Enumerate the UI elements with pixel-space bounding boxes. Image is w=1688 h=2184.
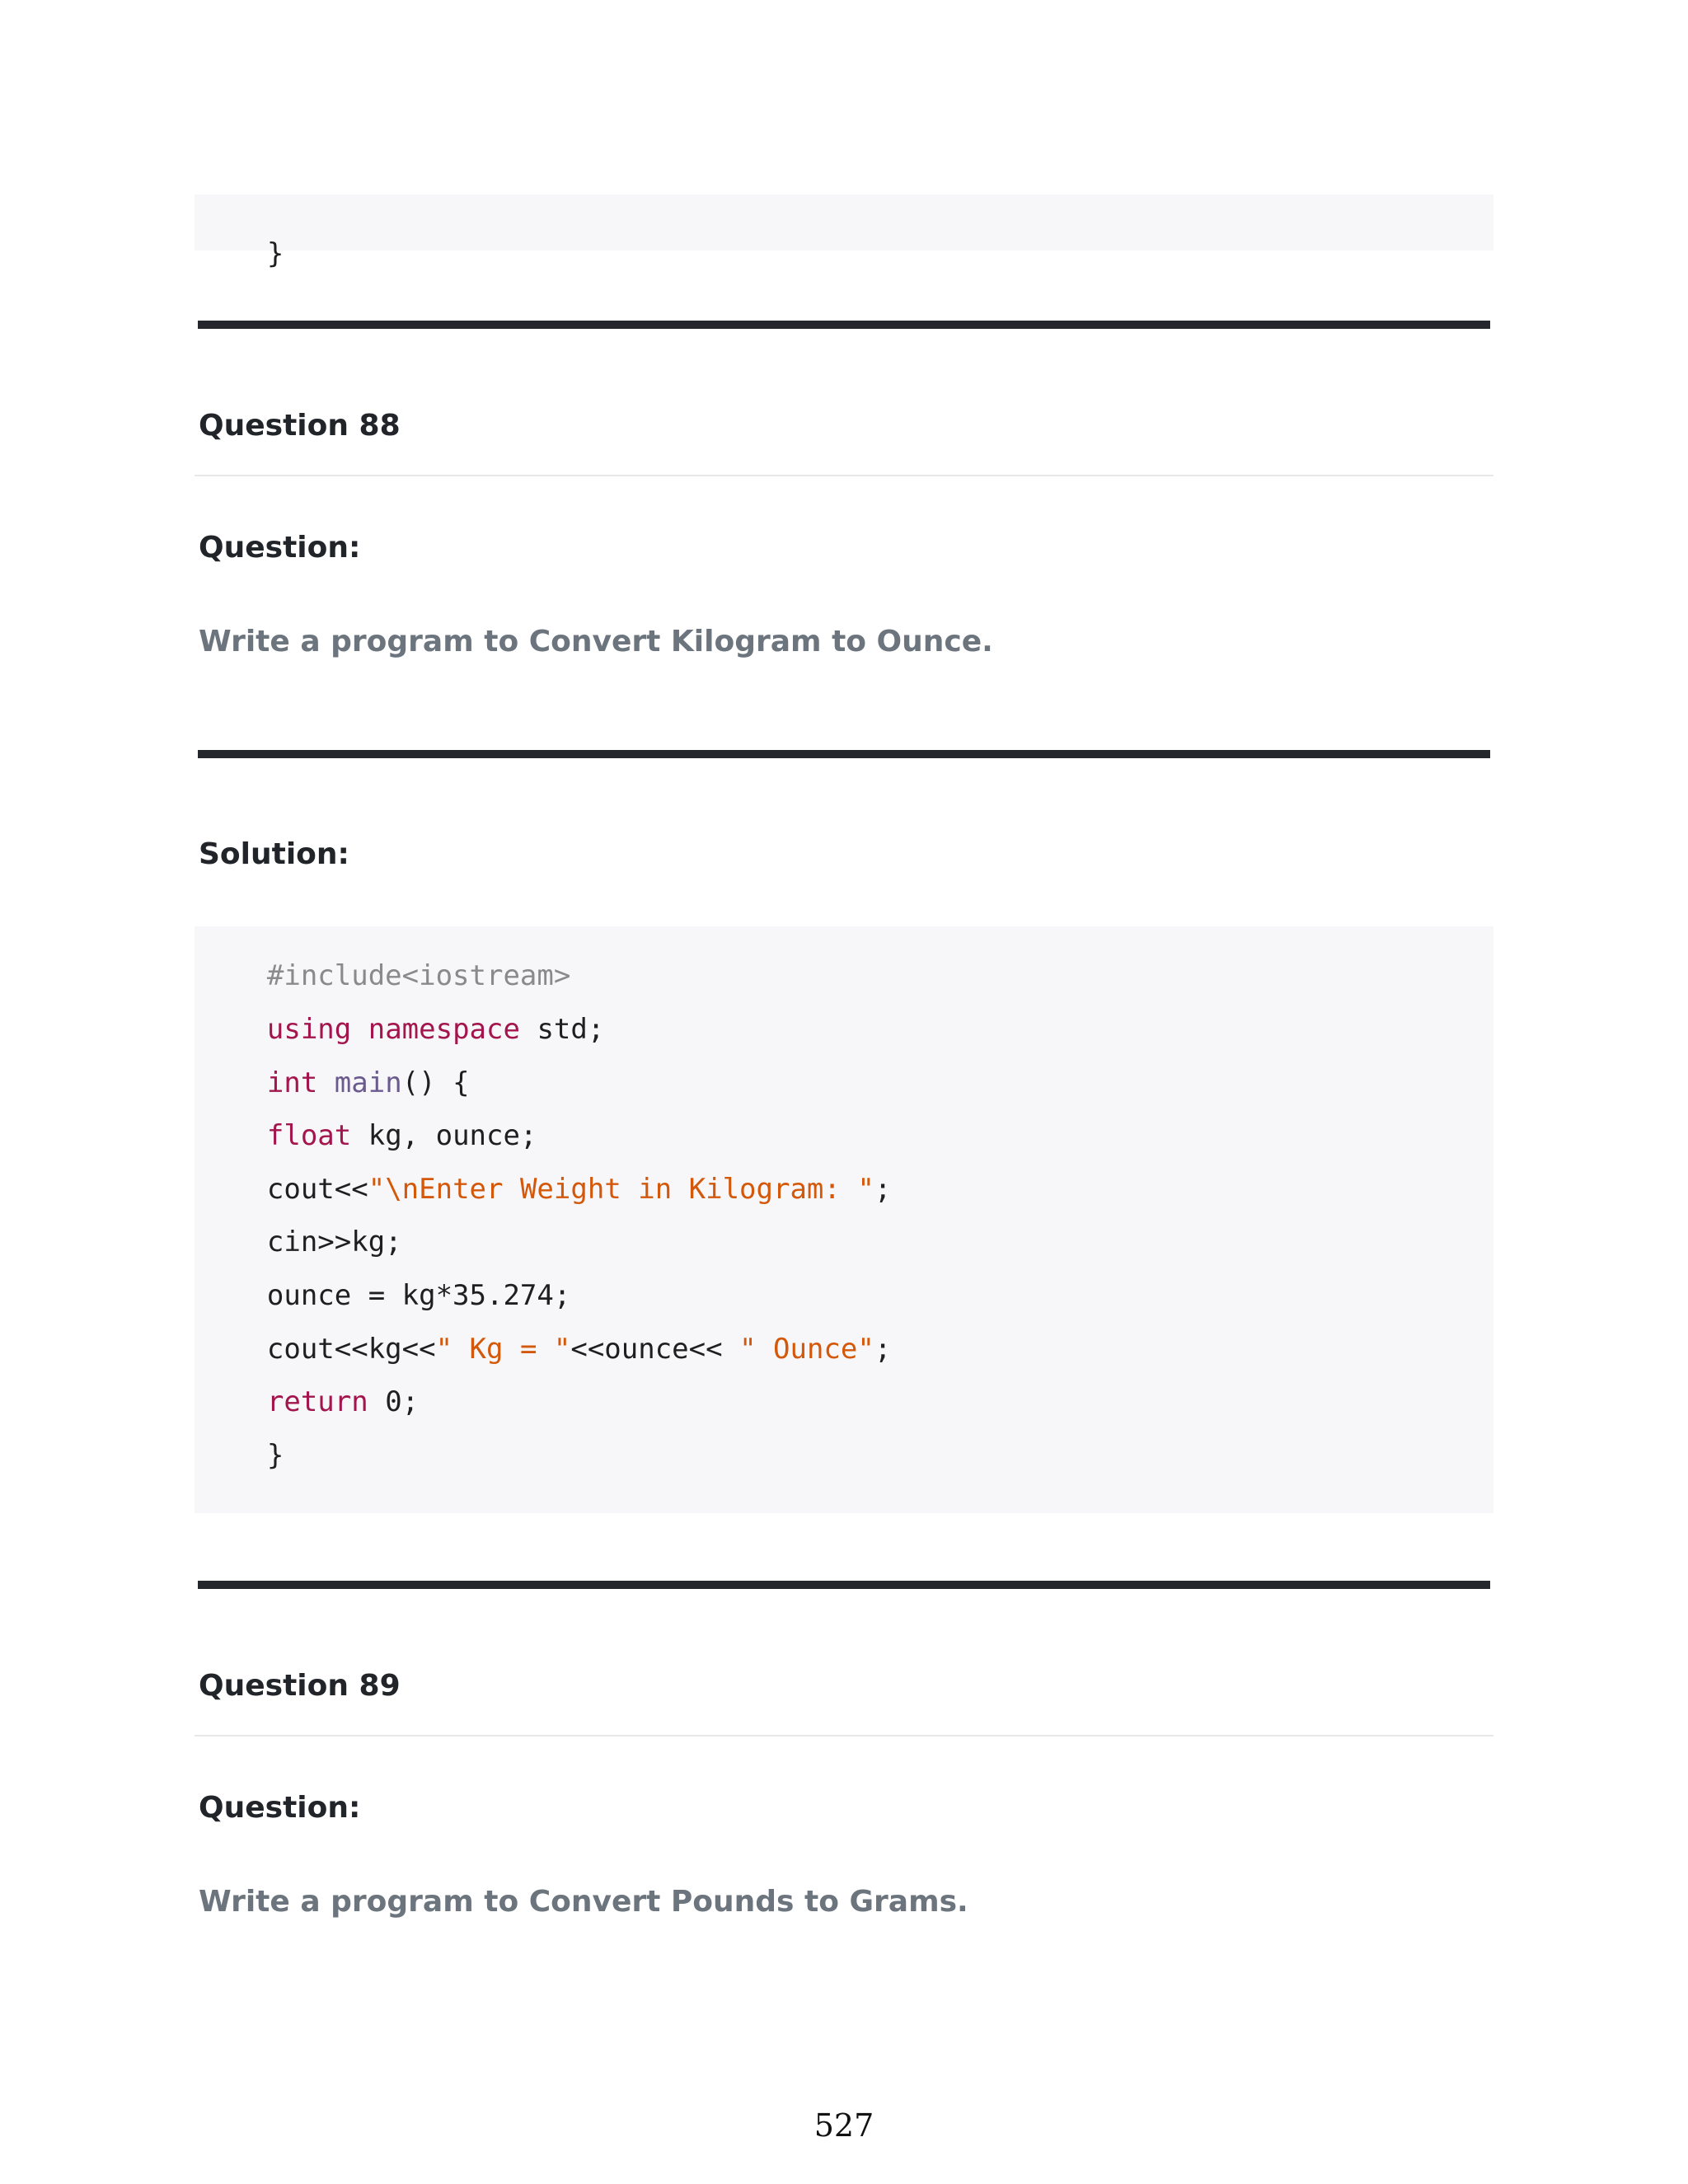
- code-token: }: [266, 237, 284, 270]
- string-token: "\nEnter Weight in Kilogram: ": [368, 1173, 874, 1206]
- question-88-heading: Question 88: [199, 409, 401, 443]
- code-token: <<ounce<<: [570, 1333, 740, 1366]
- question-label: Question:: [199, 1791, 361, 1825]
- question-text: Write a program to Convert Pounds to Grams.: [199, 1885, 968, 1919]
- preprocessor-token: #include<iostream>: [266, 959, 571, 992]
- code-line-closing-brace: [199, 204, 284, 303]
- question-89-heading: Question 89: [199, 1669, 401, 1703]
- section-divider: [198, 750, 1490, 758]
- page-number: 527: [814, 2107, 874, 2144]
- code-token: ounce = kg*35.274;: [266, 1279, 571, 1312]
- code-token: cout<<: [266, 1173, 368, 1206]
- solution-label: Solution:: [199, 837, 349, 871]
- string-token: " Kg = ": [435, 1333, 571, 1366]
- code-token: std;: [519, 1013, 605, 1046]
- keyword-token: return: [266, 1385, 368, 1418]
- code-token: cin>>kg;: [266, 1226, 402, 1258]
- solution-code-block: [195, 926, 1493, 1513]
- keyword-token: float: [266, 1119, 352, 1152]
- code-token: ;: [874, 1173, 892, 1206]
- keyword-token: using: [266, 1013, 352, 1046]
- code-token: () {: [401, 1066, 470, 1099]
- section-divider: [198, 321, 1490, 329]
- code-token: kg, ounce;: [351, 1119, 537, 1152]
- section-divider: [198, 1581, 1490, 1589]
- code-token: ;: [874, 1333, 892, 1366]
- question-label: Question:: [199, 531, 361, 565]
- code-token: 0;: [368, 1385, 420, 1418]
- heading-underline: [195, 1735, 1493, 1736]
- string-token: " Ounce": [739, 1333, 874, 1366]
- keyword-token: int: [266, 1066, 318, 1099]
- code-token: cout<<kg<<: [266, 1333, 436, 1366]
- code-line-closing-brace: [199, 1406, 284, 1505]
- keyword-token: namespace: [368, 1013, 520, 1046]
- question-text: Write a program to Convert Kilogram to Ounce.: [199, 625, 993, 658]
- code-token: }: [266, 1439, 284, 1472]
- heading-underline: [195, 475, 1493, 476]
- function-name-token: main: [334, 1066, 402, 1099]
- previous-code-block: [195, 194, 1493, 270]
